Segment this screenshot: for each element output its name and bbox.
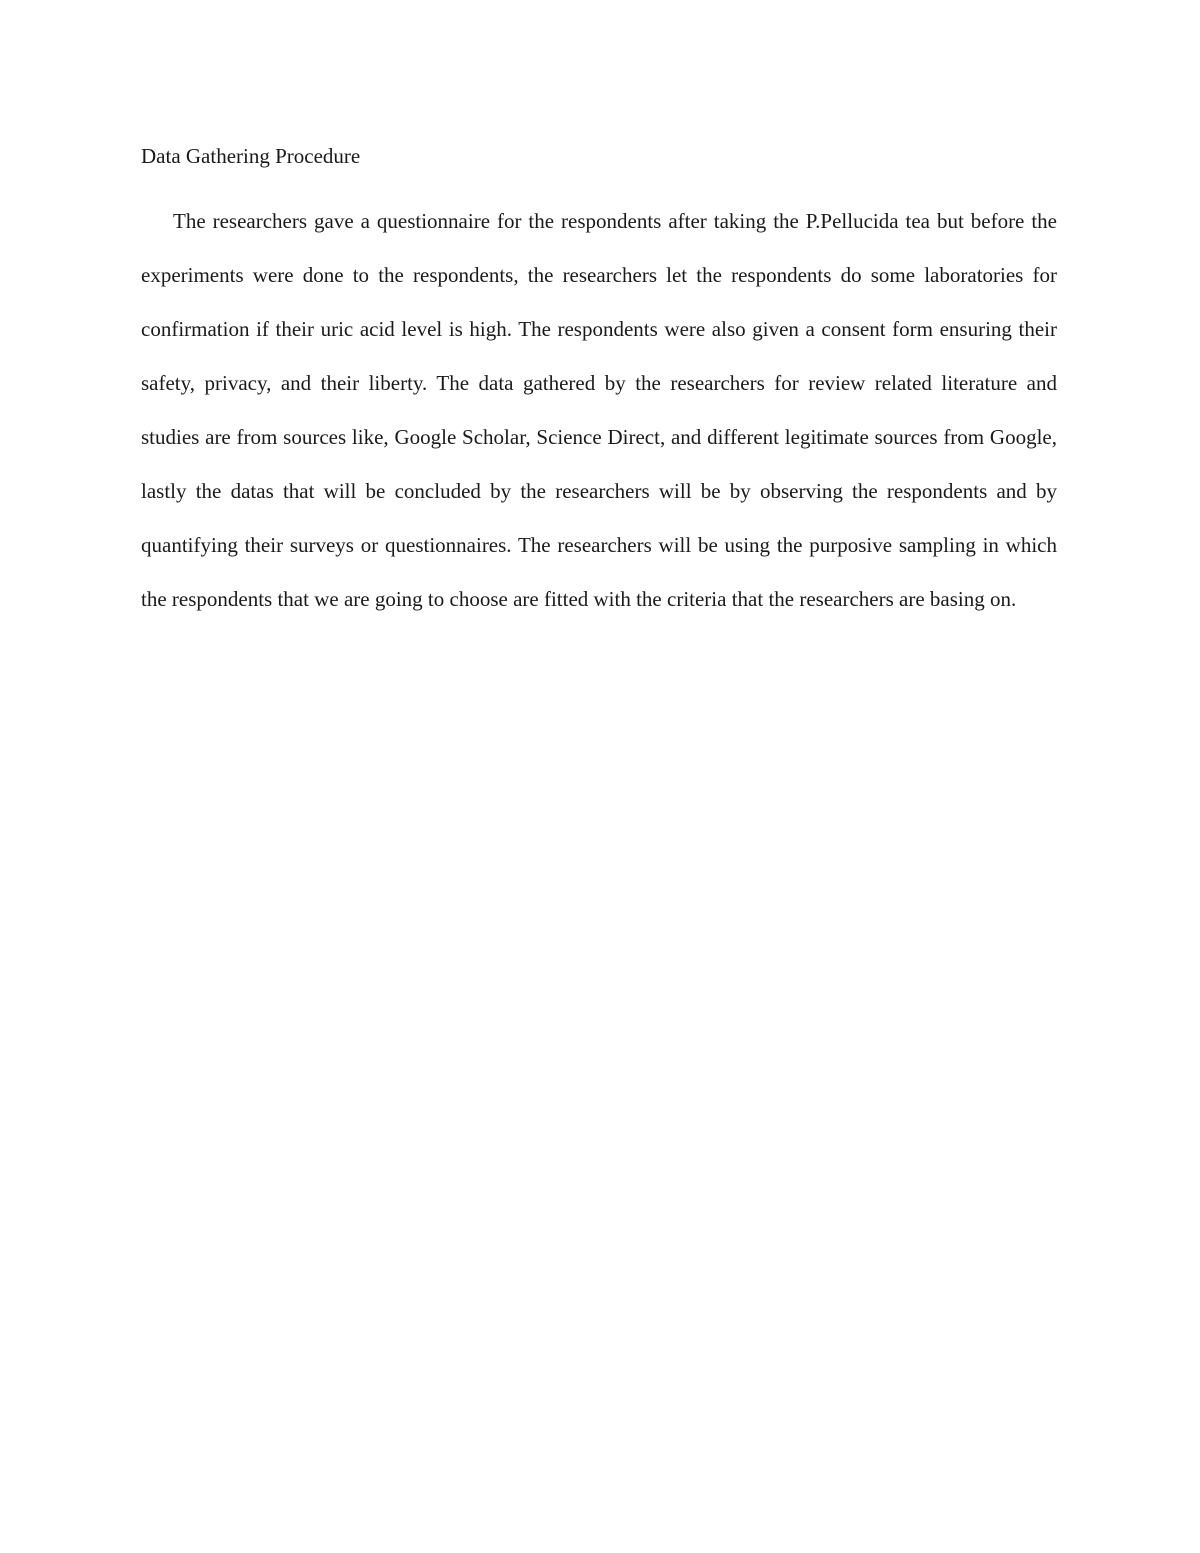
body-paragraph: The researchers gave a questionnaire for the respondents after taking the P.Pellucida tea but before the experiments were done to the respondents, the researchers let the respondents do some laboratories for confirmation if their uric acid level is high. The respondents were also given a consent form ensuring their safety, privacy, and their liberty. The data gathered by the researchers for review related literature and studies are from sources like, Google Scholar, Science Direct, and different legitimate sources from Google, lastly the datas that will be concluded by the researchers will be by observing the respondents and by quantifying their surveys or questionnaires. The researchers will be using the purposive sampling in which the respondents that we are going to choose are fitted with the criteria that the researchers are basing on. (141, 209, 1057, 611)
section-heading: Data Gathering Procedure (141, 144, 361, 168)
